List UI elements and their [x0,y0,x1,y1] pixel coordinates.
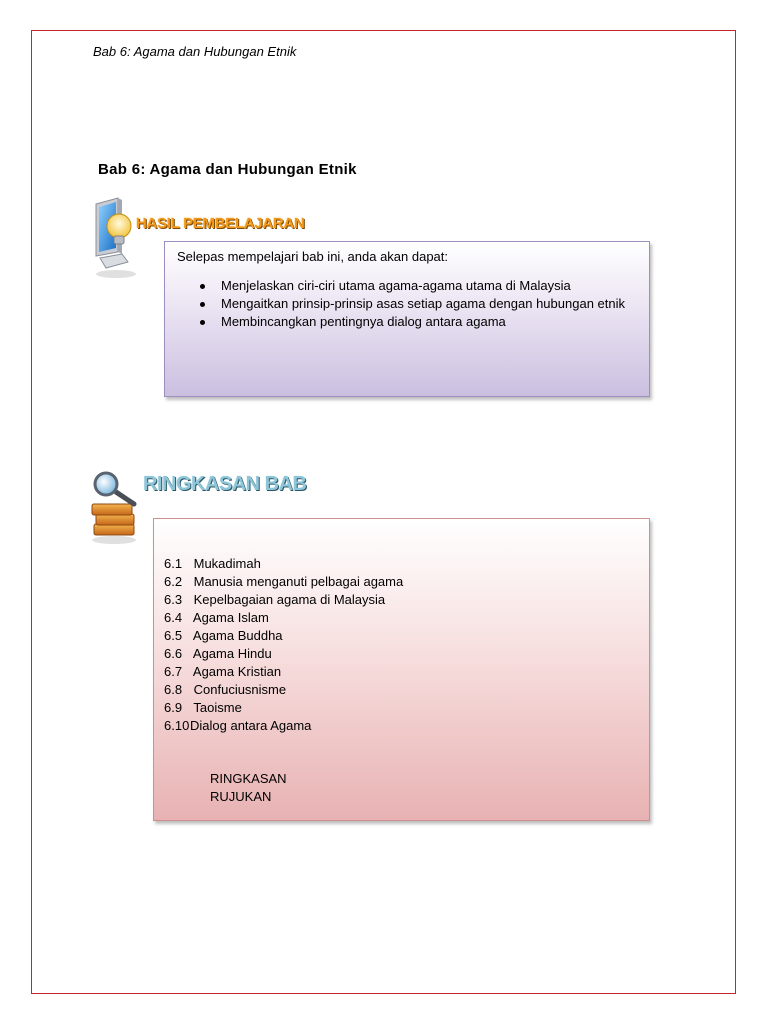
section-number: 6.1 [164,556,183,571]
section-title: Taoisme [193,700,242,715]
learning-outcomes-banner: HASIL PEMBELAJARAN [136,215,305,232]
running-header: Bab 6: Agama dan Hubungan Etnik [93,44,297,59]
chapter-summary-box [153,518,650,821]
section-number: 6.3 [164,592,183,607]
section-item [164,663,639,681]
section-number: 6.9 [164,700,183,715]
section-item [164,645,639,663]
section-number: 6.8 [164,682,183,697]
section-number: 6.10 [164,718,190,733]
monitor-lightbulb-icon [88,196,148,280]
books-magnifier-icon [86,470,148,546]
section-title: Mukadimah [193,556,261,571]
section-title: Agama Islam [192,610,269,625]
chapter-title: Bab 6: Agama dan Hubungan Etnik [98,161,357,178]
section-item [164,555,639,573]
section-title: Agama Buddha [192,628,283,643]
section-item [164,717,639,735]
section-item [164,573,639,591]
section-title: Agama Kristian [192,664,282,679]
section-item [164,627,639,645]
learning-outcome-item: Membincangkan pentingnya dialog antara agama [221,313,637,331]
section-title: Dialog antara Agama [190,718,312,733]
learning-outcome-item: Menjelaskan ciri-ciri utama agama-agama utama di Malaysia [221,277,637,295]
section-title: Manusia menganuti pelbagai agama [193,574,404,589]
section-title: Kepelbagaian agama di Malaysia [193,592,386,607]
section-title: Agama Hindu [192,646,272,661]
section-number: 6.4 [164,610,183,625]
section-item [164,591,639,609]
section-number: 6.2 [164,574,183,589]
section-title: Confuciusnisme [193,682,287,697]
chapter-summary-banner: RINGKASAN BAB [143,473,307,495]
learning-outcome-item: Mengaitkan prinsip-prinsip asas setiap agama dengan hubungan etnik [221,295,637,313]
extras-list [210,770,639,806]
section-number: 6.6 [164,646,183,661]
section-number: 6.5 [164,628,183,643]
section-item [164,609,639,627]
extra-item: RINGKASAN [210,771,287,786]
section-list [164,555,639,735]
section-number: 6.7 [164,664,183,679]
section-item [164,699,639,717]
learning-outcomes-box [164,241,650,397]
extra-item: RUJUKAN [210,789,272,804]
learning-outcomes-intro: Selepas mempelajari bab ini, anda akan dapat: [177,249,449,264]
learning-outcomes-list [177,277,637,331]
section-item [164,681,639,699]
